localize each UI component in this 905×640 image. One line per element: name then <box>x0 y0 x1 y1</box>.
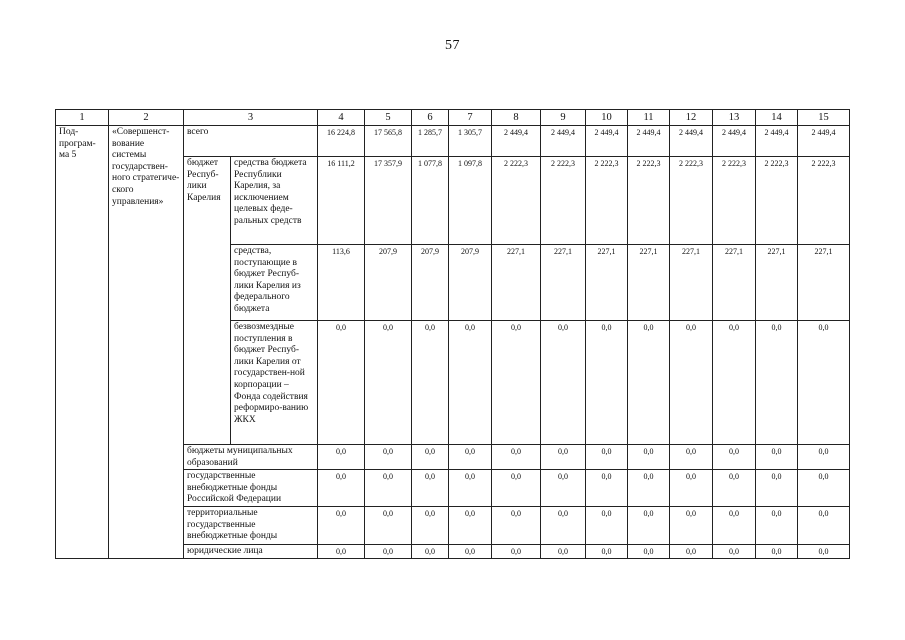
subprogram-code: Под-програм-ма 5 <box>56 126 109 559</box>
value-cell: 0,0 <box>628 507 670 545</box>
value-cell: 0,0 <box>713 507 756 545</box>
value-cell: 0,0 <box>318 507 365 545</box>
table-header-row <box>56 110 850 126</box>
value-cell: 0,0 <box>628 321 670 445</box>
value-cell: 227,1 <box>541 245 586 321</box>
value-cell: 0,0 <box>628 445 670 470</box>
value-cell: 207,9 <box>365 245 412 321</box>
value-cell: 17 565,8 <box>365 126 412 157</box>
value-cell: 1 285,7 <box>412 126 449 157</box>
value-cell: 0,0 <box>412 470 449 507</box>
value-cell: 2 449,4 <box>756 126 798 157</box>
row-label: безвозмездные поступления в бюджет Респуб-лики Карелия от государствен-ной корпорации – Фонда содействия реформиро-ванию ЖКХ <box>231 321 318 445</box>
value-cell: 0,0 <box>670 445 713 470</box>
value-cell: 0,0 <box>449 445 492 470</box>
value-cell: 2 222,3 <box>492 157 541 245</box>
value-cell: 0,0 <box>756 445 798 470</box>
value-cell: 0,0 <box>798 445 850 470</box>
value-cell: 227,1 <box>756 245 798 321</box>
value-cell: 207,9 <box>412 245 449 321</box>
value-cell: 0,0 <box>713 545 756 559</box>
budget-table <box>55 109 850 559</box>
column-header: 10 <box>586 110 628 126</box>
column-header: 11 <box>628 110 670 126</box>
value-cell: 0,0 <box>798 545 850 559</box>
value-cell: 0,0 <box>449 545 492 559</box>
value-cell: 0,0 <box>492 507 541 545</box>
value-cell: 0,0 <box>586 445 628 470</box>
value-cell: 0,0 <box>318 545 365 559</box>
value-cell: 0,0 <box>492 470 541 507</box>
value-cell: 0,0 <box>449 507 492 545</box>
value-cell: 0,0 <box>365 545 412 559</box>
value-cell: 2 222,3 <box>541 157 586 245</box>
column-header: 14 <box>756 110 798 126</box>
row-group-label: бюджет Респуб-лики Карелия <box>184 157 231 445</box>
column-header: 1 <box>56 110 109 126</box>
value-cell: 227,1 <box>713 245 756 321</box>
row-label: государственные внебюджетные фонды Российской Федерации <box>184 470 318 507</box>
value-cell: 227,1 <box>586 245 628 321</box>
value-cell: 2 222,3 <box>586 157 628 245</box>
value-cell: 0,0 <box>628 470 670 507</box>
value-cell: 1 305,7 <box>449 126 492 157</box>
column-header: 8 <box>492 110 541 126</box>
value-cell: 2 449,4 <box>586 126 628 157</box>
value-cell: 0,0 <box>492 445 541 470</box>
value-cell: 0,0 <box>670 321 713 445</box>
value-cell: 2 449,4 <box>492 126 541 157</box>
value-cell: 2 449,4 <box>670 126 713 157</box>
value-cell: 2 222,3 <box>798 157 850 245</box>
value-cell: 0,0 <box>713 321 756 445</box>
row-label: юридические лица <box>184 545 318 559</box>
value-cell: 0,0 <box>365 321 412 445</box>
value-cell: 0,0 <box>412 545 449 559</box>
row-label: территориальные государственные внебюджетные фонды <box>184 507 318 545</box>
value-cell: 0,0 <box>541 470 586 507</box>
column-header: 5 <box>365 110 412 126</box>
value-cell: 2 222,3 <box>756 157 798 245</box>
value-cell: 0,0 <box>365 470 412 507</box>
value-cell: 0,0 <box>541 507 586 545</box>
column-header: 15 <box>798 110 850 126</box>
value-cell: 0,0 <box>756 545 798 559</box>
value-cell: 17 357,9 <box>365 157 412 245</box>
row-label: всего <box>184 126 318 157</box>
value-cell: 0,0 <box>412 445 449 470</box>
page-number: 57 <box>445 38 460 53</box>
value-cell: 0,0 <box>412 321 449 445</box>
value-cell: 0,0 <box>318 470 365 507</box>
row-label: средства, поступающие в бюджет Респуб-лики Карелия из федерального бюджета <box>231 245 318 321</box>
value-cell: 2 449,4 <box>798 126 850 157</box>
value-cell: 0,0 <box>365 507 412 545</box>
column-header: 13 <box>713 110 756 126</box>
value-cell: 0,0 <box>541 321 586 445</box>
subprogram-title: «Совершенст-вование системы государствен-ного стратегиче-ского управления» <box>109 126 184 559</box>
value-cell: 2 222,3 <box>713 157 756 245</box>
value-cell: 0,0 <box>628 545 670 559</box>
value-cell: 0,0 <box>492 545 541 559</box>
value-cell: 0,0 <box>798 507 850 545</box>
value-cell: 0,0 <box>492 321 541 445</box>
column-header: 6 <box>412 110 449 126</box>
value-cell: 0,0 <box>318 445 365 470</box>
value-cell: 0,0 <box>412 507 449 545</box>
value-cell: 0,0 <box>449 321 492 445</box>
value-cell: 0,0 <box>756 507 798 545</box>
value-cell: 227,1 <box>670 245 713 321</box>
value-cell: 0,0 <box>670 470 713 507</box>
row-label: бюджеты муниципальных образований <box>184 445 318 470</box>
value-cell: 227,1 <box>628 245 670 321</box>
value-cell: 0,0 <box>756 470 798 507</box>
value-cell: 1 077,8 <box>412 157 449 245</box>
value-cell: 2 222,3 <box>670 157 713 245</box>
column-header: 12 <box>670 110 713 126</box>
value-cell: 227,1 <box>798 245 850 321</box>
value-cell: 0,0 <box>713 470 756 507</box>
value-cell: 0,0 <box>449 470 492 507</box>
value-cell: 0,0 <box>586 545 628 559</box>
value-cell: 0,0 <box>541 445 586 470</box>
value-cell: 207,9 <box>449 245 492 321</box>
value-cell: 0,0 <box>586 470 628 507</box>
value-cell: 2 449,4 <box>713 126 756 157</box>
row-label: средства бюджета Республики Карелия, за исключением целевых феде-ральных средств <box>231 157 318 245</box>
column-header: 4 <box>318 110 365 126</box>
value-cell: 227,1 <box>492 245 541 321</box>
value-cell: 0,0 <box>713 445 756 470</box>
value-cell: 0,0 <box>586 321 628 445</box>
value-cell: 2 222,3 <box>628 157 670 245</box>
value-cell: 0,0 <box>586 507 628 545</box>
value-cell: 0,0 <box>798 321 850 445</box>
column-header: 3 <box>184 110 318 126</box>
value-cell: 16 111,2 <box>318 157 365 245</box>
value-cell: 0,0 <box>798 470 850 507</box>
value-cell: 0,0 <box>365 445 412 470</box>
value-cell: 1 097,8 <box>449 157 492 245</box>
value-cell: 16 224,8 <box>318 126 365 157</box>
value-cell: 0,0 <box>541 545 586 559</box>
value-cell: 0,0 <box>670 507 713 545</box>
value-cell: 0,0 <box>756 321 798 445</box>
value-cell: 113,6 <box>318 245 365 321</box>
column-header: 7 <box>449 110 492 126</box>
value-cell: 0,0 <box>670 545 713 559</box>
column-header: 2 <box>109 110 184 126</box>
column-header: 9 <box>541 110 586 126</box>
table-row <box>56 126 850 157</box>
value-cell: 2 449,4 <box>628 126 670 157</box>
value-cell: 0,0 <box>318 321 365 445</box>
value-cell: 2 449,4 <box>541 126 586 157</box>
